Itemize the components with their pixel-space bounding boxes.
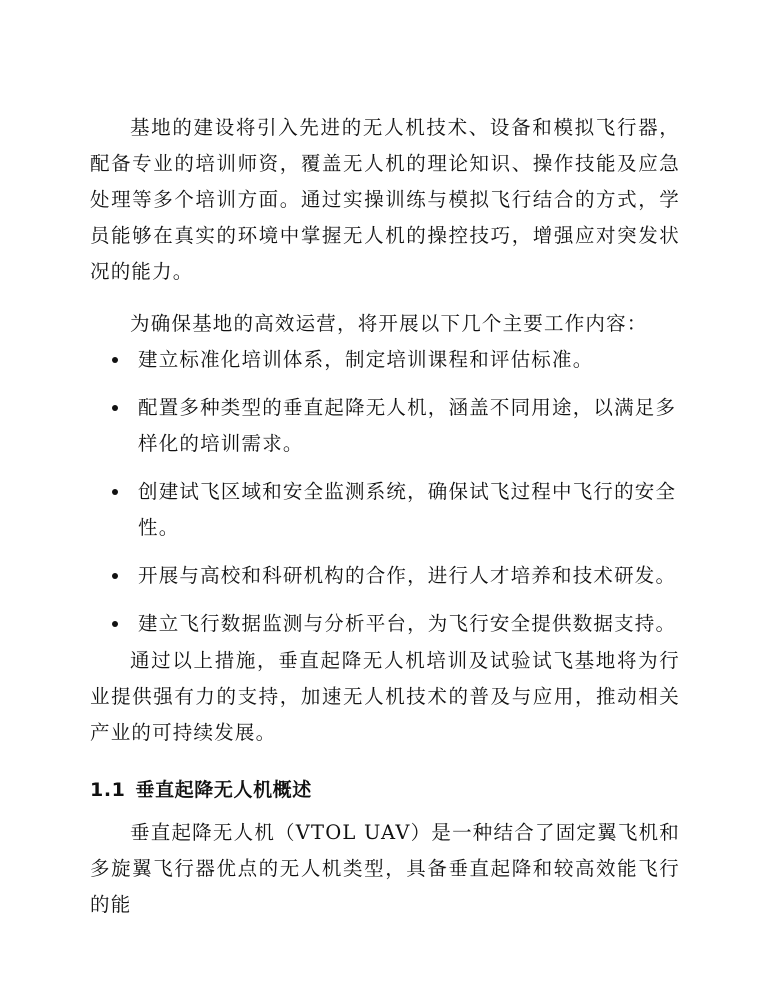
section-body-paragraph: 垂直起降无人机（VTOL UAV）是一种结合了固定翼飞机和多旋翼飞行器优点的无人机类型，具备垂直起降和较高效能飞行的能: [90, 821, 680, 916]
list-item: [90, 474, 680, 546]
section-number: 1.1: [90, 779, 126, 801]
list-item-text: 开展与高校和科研机构的合作，进行人才培养和技术研发。: [138, 564, 677, 587]
bullet-dot-icon: [112, 489, 118, 495]
section-heading: [90, 772, 680, 808]
intro-paragraph: 基地的建设将引入先进的无人机技术、设备和模拟飞行器，配备专业的培训师资，覆盖无人机的理论知识、操作技能及应急处理等多个培训方面。通过实操训练与模拟飞行结合的方式，学员能够在真实的环境中掌握无人机的操控技巧，增强应对突发状况的能力。: [90, 116, 680, 283]
list-item: [90, 342, 680, 378]
bullet-dot-icon: [112, 621, 118, 627]
conclusion-paragraph: 通过以上措施，垂直起降无人机培训及试验试飞基地将为行业提供强有力的支持，加速无人机技术的普及与应用，推动相关产业的可持续发展。: [90, 649, 680, 744]
list-item-text: 建立飞行数据监测与分析平台，为飞行安全提供数据支持。: [138, 612, 677, 635]
work-items-list: [90, 342, 680, 654]
list-item: [90, 606, 680, 642]
lead-paragraph: 为确保基地的高效运营，将开展以下几个主要工作内容：: [130, 312, 648, 335]
bullet-dot-icon: [112, 573, 118, 579]
list-item: [90, 390, 680, 462]
list-item-text: 配置多种类型的垂直起降无人机，涵盖不同用途，以满足多样化的培训需求。: [138, 396, 677, 455]
bullet-dot-icon: [112, 405, 118, 411]
bullet-dot-icon: [112, 357, 118, 363]
list-item-text: 创建试飞区域和安全监测系统，确保试飞过程中飞行的安全性。: [138, 480, 677, 539]
list-item: [90, 558, 680, 594]
section-title: 垂直起降无人机概述: [135, 779, 312, 801]
list-item-text: 建立标准化培训体系，制定培训课程和评估标准。: [138, 348, 594, 371]
